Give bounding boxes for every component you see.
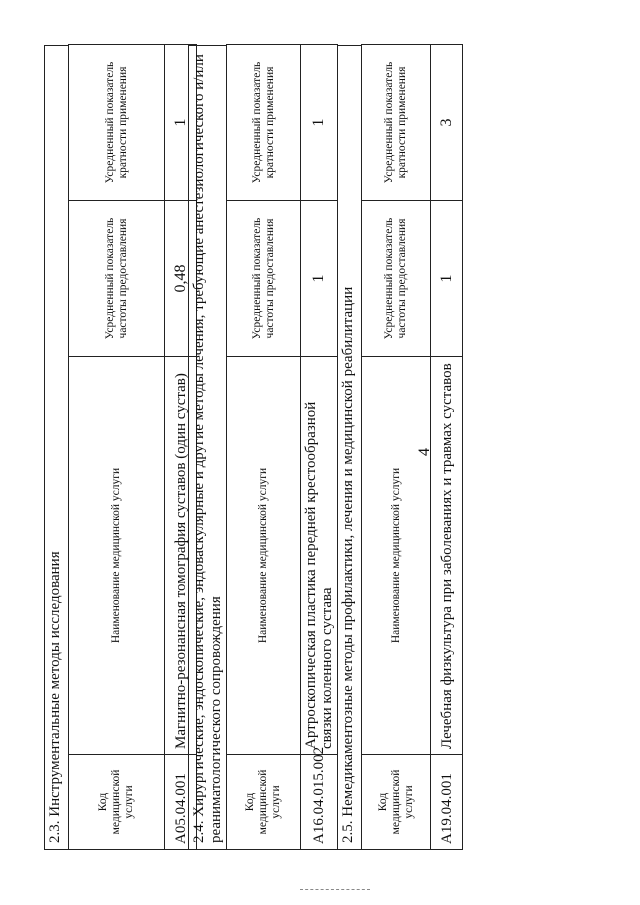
header-multiplicity: Усредненный показатель кратности применения (69, 45, 165, 201)
header-multiplicity: Усредненный показатель кратности применения (362, 45, 431, 201)
section-title: 2.3. Инструментальные методы исследования (44, 45, 68, 850)
header-frequency: Усредненный показатель частоты предоставления (69, 201, 165, 357)
header-multiplicity: Усредненный показатель кратности применения (227, 45, 301, 201)
table-header-row (69, 45, 165, 850)
header-code: Код медицинской услуги (69, 755, 165, 850)
service-code: A19.04.001 (431, 755, 463, 850)
service-multiplicity: 3 (431, 45, 463, 201)
service-frequency: 1 (431, 201, 463, 357)
section-2-3 (44, 45, 197, 850)
section-2-4 (188, 45, 338, 850)
table-row (431, 45, 463, 850)
page-number: 4 (416, 448, 433, 456)
service-multiplicity: 1 (165, 45, 197, 201)
services-table (361, 44, 463, 850)
table-header-row (362, 45, 431, 850)
header-name: Наименование медицинской услуги (362, 357, 431, 755)
service-multiplicity: 1 (301, 45, 338, 201)
section-title: 2.5. Немедикаментозные методы профилактики, лечения и медицинской реабилитации (337, 45, 361, 850)
service-frequency: 0,48 (165, 201, 197, 357)
service-name: Лечебная физкультура при заболеваниях и травмах суставов (431, 357, 463, 755)
header-name: Наименование медицинской услуги (227, 357, 301, 755)
section-2-5 (337, 45, 463, 850)
table-row (301, 45, 338, 850)
section-title: 2.4. Хирургические, эндоскопические, эндоваскулярные и другие методы лечения, требующие анестезиологического и/или реаниматологического сопровождения (188, 45, 226, 850)
services-table (68, 44, 197, 850)
service-code: A16.04.015.002 (301, 755, 338, 850)
services-table (226, 44, 338, 850)
table-header-row (227, 45, 301, 850)
header-code: Код медицинской услуги (362, 755, 431, 850)
service-name: Магнитно-резонансная томография суставов (один сустав) (165, 357, 197, 755)
header-frequency: Усредненный показатель частоты предоставления (362, 201, 431, 357)
scan-edge-mark (300, 889, 370, 891)
service-frequency: 1 (301, 201, 338, 357)
header-name: Наименование медицинской услуги (69, 357, 165, 755)
header-frequency: Усредненный показатель частоты предоставления (227, 201, 301, 357)
service-name: Артроскопическая пластика передней крестообразной связки коленного сустава (301, 357, 338, 755)
service-code: A05.04.001 (165, 755, 197, 850)
header-code: Код медицинской услуги (227, 755, 301, 850)
